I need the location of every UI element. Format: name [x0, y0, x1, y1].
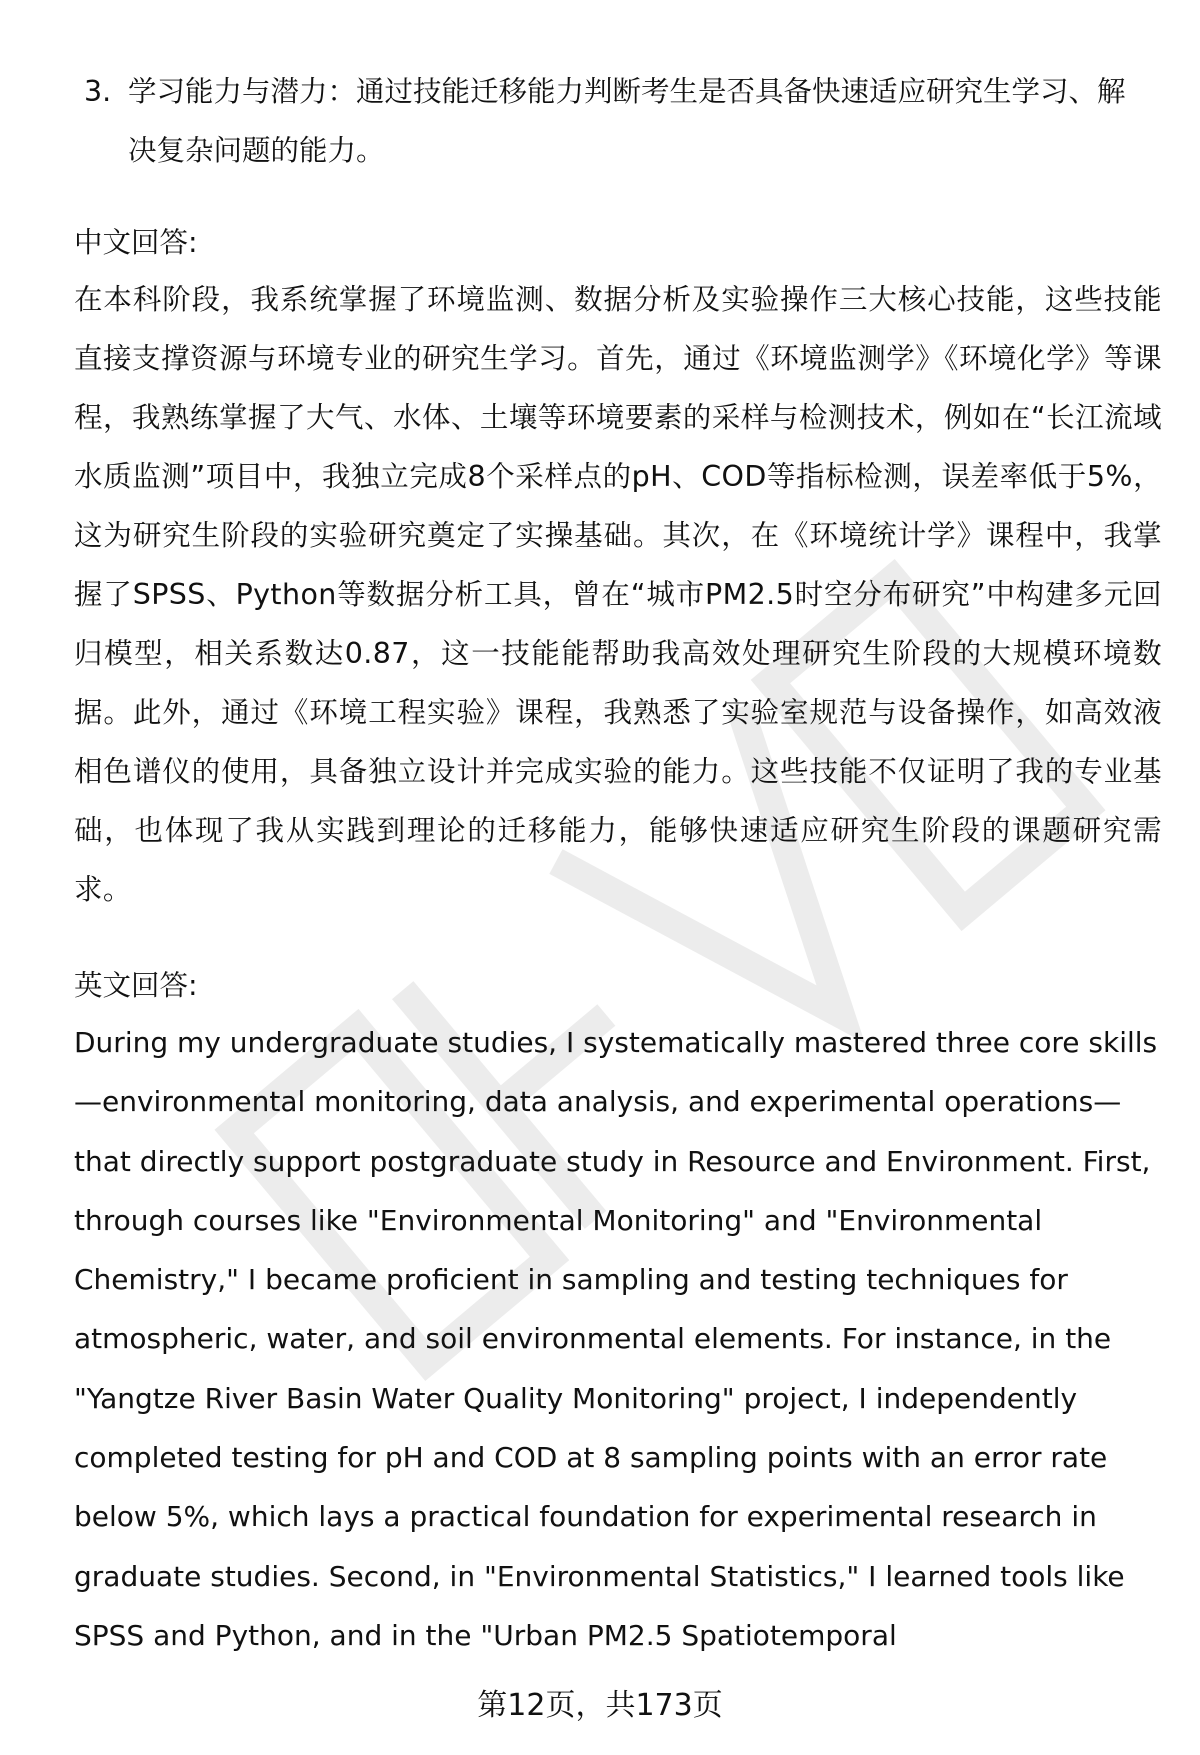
- list-item-number: 3.: [84, 75, 112, 108]
- list-item-text: 学习能力与潜力：通过技能迁移能力判断考生是否具备快速适应研究生学习、解决复杂问题的能力。: [128, 75, 1126, 167]
- list-item-3: [84, 62, 1144, 180]
- page-number-footer: 第12页，共173页: [477, 1688, 723, 1723]
- english-answer-body: During my undergraduate studies, I systematically mastered three core skills—environmental monitoring, data analysis, and experimental operations—that directly support postgraduate study in Resource and Environment. First, through courses like "Environmental Monitoring" and "Environmental Chemistry," I became proficient in sampling and testing techniques for atmospheric, water, and soil environmental elements. For instance, in the "Yangtze River Basin Water Quality Monitoring" project, I independently completed testing for pH and COD at 8 sampling points with an error rate below 5%, which lays a practical foundation for experimental research in graduate studies. Second, in "Environmental Statistics," I learned tools like SPSS and Python, and in the "Urban PM2.5 Spatiotemporal: [74, 1026, 1158, 1652]
- chinese-answer-body: 在本科阶段，我系统掌握了环境监测、数据分析及实验操作三大核心技能，这些技能直接支撑资源与环境专业的研究生学习。首先，通过《环境监测学》《环境化学》等课程，我熟练掌握了大气、水体、土壤等环境要素的采样与检测技术，例如在“长江流域水质监测”项目中，我独立完成8个采样点的pH、COD等指标检测，误差率低于5%，这为研究生阶段的实验研究奠定了实操基础。其次，在《环境统计学》课程中，我掌握了SPSS、Python等数据分析工具，曾在“城市PM2.5时空分布研究”中构建多元回归模型，相关系数达0.87，这一技能能帮助我高效处理研究生阶段的大规模环境数据。此外，通过《环境工程实验》课程，我熟悉了实验室规范与设备操作，如高效液相色谱仪的使用，具备独立设计并完成实验的能力。这些技能不仅证明了我的专业基础，也体现了我从实践到理论的迁移能力，能够快速适应研究生阶段的课题研究需求。: [74, 283, 1162, 906]
- english-answer-label: 英文回答:: [74, 969, 198, 1002]
- chinese-answer-label: 中文回答:: [74, 226, 198, 259]
